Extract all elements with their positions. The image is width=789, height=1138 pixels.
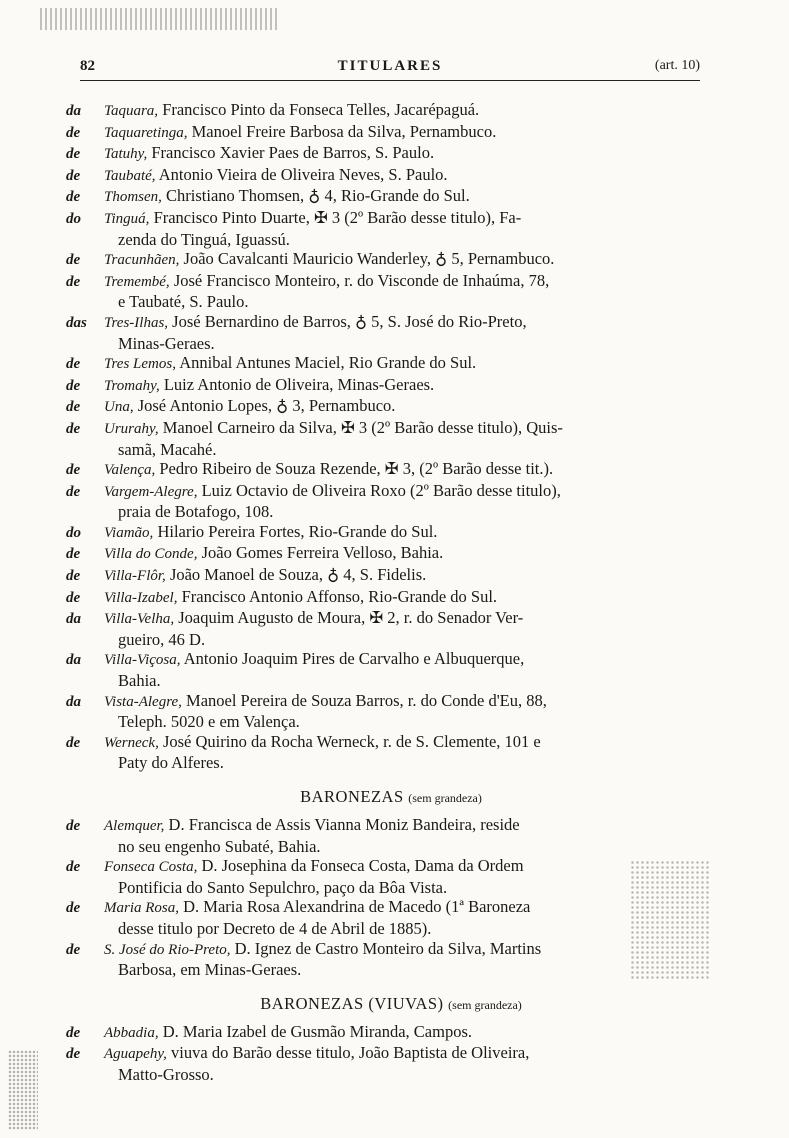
entry-continuation: e Taubaté, S. Paulo. <box>118 292 249 312</box>
entry-text: Francisco Pinto Duarte, ✠ 3 (2º Barão desse titulo), Fa- <box>153 207 522 227</box>
entry-preposition: de <box>66 589 81 606</box>
entry-title-name: Villa-Flôr, <box>104 568 166 585</box>
entry-title-name: Tinguá, <box>104 210 150 227</box>
entry-title-name: Viamão, <box>104 524 154 541</box>
section-heading-baronezas: BARONEZAS (sem grandeza) <box>300 787 482 806</box>
entry-text: viuva do Barão desse titulo, João Baptista de Oliveira, <box>171 1043 530 1063</box>
entry-continuation: Minas-Geraes. <box>118 333 215 353</box>
entry-text: José Francisco Monteiro, r. do Visconde de Inhaúma, 78, <box>173 270 550 290</box>
entry-title-name: Maria Rosa, <box>104 900 179 917</box>
list-item <box>66 165 716 187</box>
entry-preposition: de <box>66 859 81 876</box>
scan-noise <box>8 1050 38 1130</box>
entry-text: José Bernardino de Barros, ♁ 5, S. José do Rio-Preto, <box>172 311 527 331</box>
list-item <box>66 897 716 938</box>
entry-title-name: Fonseca Costa, <box>104 859 198 876</box>
entry-preposition: de <box>66 420 81 437</box>
entry-title-name: Tracunhãen, <box>104 252 180 269</box>
list-item <box>66 396 716 418</box>
list-item <box>66 856 716 897</box>
entry-preposition: da <box>66 652 81 669</box>
entry-preposition: das <box>66 314 87 331</box>
list-item <box>66 587 716 609</box>
entry-preposition: de <box>66 124 81 141</box>
entry-preposition: do <box>66 524 81 541</box>
list-item <box>66 522 716 544</box>
entry-preposition: de <box>66 1024 81 1041</box>
entry-preposition: da <box>66 693 81 710</box>
entry-text: José Antonio Lopes, ♁ 3, Pernambuco. <box>137 396 396 416</box>
entry-preposition: de <box>66 900 81 917</box>
entry-title-name: Tatuhy, <box>104 146 148 163</box>
entry-title-name: Thomsen, <box>104 189 162 206</box>
list-item <box>66 1043 716 1084</box>
entry-title-name: Tremembé, <box>104 273 170 290</box>
entry-preposition: de <box>66 273 81 290</box>
entry-title-name: Villa-Izabel, <box>104 589 178 606</box>
entry-continuation: Bahia. <box>118 671 161 691</box>
entry-preposition: de <box>66 818 81 834</box>
entry-title-name: Taquara, <box>104 103 159 119</box>
section-heading-viuvas: BARONEZAS (VIUVAS) (sem grandeza) <box>260 993 522 1013</box>
entry-title-name: S. José do Rio-Preto, <box>104 941 231 958</box>
entry-title-name: Tres-Ilhas, <box>104 314 169 331</box>
entry-continuation: Paty do Alferes. <box>118 753 224 773</box>
entry-continuation: Pontificia do Santo Sepulchro, paço da Bôa Vista. <box>118 877 448 897</box>
entry-text: Antonio Joaquim Pires de Carvalho e Albuquerque, <box>183 649 525 669</box>
list-item <box>66 815 716 856</box>
entry-title-name: Villa do Conde, <box>104 546 198 563</box>
entry-preposition: de <box>66 734 81 751</box>
entry-title-name: Werneck, <box>104 734 159 751</box>
entry-continuation: samã, Macahé. <box>118 439 217 459</box>
list-item <box>66 312 716 353</box>
entry-title-name: Villa-Viçosa, <box>104 652 181 669</box>
entry-preposition: de <box>66 1046 81 1063</box>
entry-preposition: de <box>66 568 81 585</box>
entry-continuation: Barbosa, em Minas-Geraes. <box>118 960 302 980</box>
entry-continuation: gueiro, 46 D. <box>118 629 206 649</box>
entry-preposition: de <box>66 462 81 479</box>
list-item <box>66 608 716 649</box>
barons-list <box>66 100 716 773</box>
entry-text: Francisco Antonio Affonso, Rio-Grande do Sul. <box>181 586 498 606</box>
list-item <box>66 1022 716 1044</box>
list-item <box>66 459 716 481</box>
viuvas-list <box>66 1022 716 1085</box>
entry-continuation: no seu engenho Subaté, Bahia. <box>118 836 321 856</box>
entry-text: João Manoel de Souza, ♁ 4, S. Fidelis. <box>169 565 427 585</box>
baronezas-list <box>66 815 716 980</box>
entry-preposition: de <box>66 146 81 163</box>
entry-title-name: Tromahy, <box>104 377 160 394</box>
entry-text: Antonio Vieira de Oliveira Neves, S. Paulo. <box>158 164 448 184</box>
entry-title-name: Abbadia, <box>104 1024 159 1041</box>
entry-text: Joaquim Augusto de Moura, ✠ 2, r. do Senador Ver- <box>178 608 524 628</box>
entry-text: D. Francisca de Assis Vianna Moniz Bandeira, reside <box>168 815 520 834</box>
entry-text: Manoel Pereira de Souza Barros, r. do Conde d'Eu, 88, <box>186 690 547 710</box>
entry-text: Christiano Thomsen, ♁ 4, Rio-Grande do Sul. <box>166 186 470 206</box>
entry-preposition: de <box>66 941 81 958</box>
entry-continuation: Teleph. 5020 e em Valença. <box>118 712 300 732</box>
list-item <box>66 418 716 459</box>
entry-text: D. Josephina da Fonseca Costa, Dama da Ordem <box>201 856 524 876</box>
entry-preposition: da <box>66 103 81 119</box>
entry-preposition: de <box>66 483 81 500</box>
list-item <box>66 249 716 271</box>
entry-text: Luiz Octavio de Oliveira Roxo (2º Barão desse titulo), <box>201 480 561 500</box>
entry-preposition: de <box>66 399 81 416</box>
entry-continuation: zenda do Tinguá, Iguassú. <box>118 229 290 249</box>
entry-text: Francisco Xavier Paes de Barros, S. Paulo. <box>151 143 435 163</box>
list-item <box>66 143 716 165</box>
entry-title-name: Valença, <box>104 462 156 479</box>
entry-preposition: do <box>66 210 81 227</box>
entry-continuation: desse titulo por Decreto de 4 de Abril de 1885). <box>118 918 432 938</box>
page-title: TITULARES <box>337 58 443 74</box>
entry-preposition: de <box>66 356 81 373</box>
entry-text: João Cavalcanti Mauricio Wanderley, ♁ 5, Pernambuco. <box>183 249 555 269</box>
list-item <box>66 481 716 522</box>
list-item <box>66 271 716 312</box>
entry-preposition: da <box>66 611 81 628</box>
entry-title-name: Alemquer, <box>104 818 165 834</box>
entry-preposition: de <box>66 167 81 184</box>
entry-title-name: Tres Lemos, <box>104 356 176 373</box>
list-item <box>66 543 716 565</box>
entry-preposition: de <box>66 377 81 394</box>
entry-text: Manoel Freire Barbosa da Silva, Pernambuco. <box>191 121 497 141</box>
entry-text: Luiz Antonio de Oliveira, Minas-Geraes. <box>163 374 435 394</box>
list-item <box>66 649 716 690</box>
list-item <box>66 939 716 980</box>
entry-text: José Quirino da Rocha Werneck, r. de S. Clemente, 101 e <box>162 731 541 751</box>
entry-title-name: Villa-Velha, <box>104 611 175 628</box>
list-item <box>66 375 716 397</box>
page-header <box>80 56 700 81</box>
entry-title-name: Aguapehy, <box>104 1046 167 1063</box>
entry-title-name: Una, <box>104 399 134 416</box>
list-item <box>66 208 716 249</box>
list-item <box>66 100 716 122</box>
entry-text: D. Maria Rosa Alexandrina de Macedo (1ª Baroneza <box>183 897 531 917</box>
article-ref: (art. 10) <box>654 58 700 73</box>
page-number: 82 <box>80 58 95 74</box>
entry-title-name: Vista-Alegre, <box>104 693 182 710</box>
entry-title-name: Ururahy, <box>104 420 159 437</box>
list-item <box>66 691 716 732</box>
entry-title-name: Taquaretinga, <box>104 124 188 141</box>
scan-noise <box>40 8 280 30</box>
entry-continuation: praia de Botafogo, 108. <box>118 502 274 522</box>
list-item <box>66 353 716 375</box>
entry-list <box>66 100 716 1085</box>
entry-preposition: de <box>66 252 81 269</box>
list-item <box>66 186 716 208</box>
entry-continuation: Matto-Grosso. <box>118 1064 214 1084</box>
list-item <box>66 122 716 144</box>
entry-text: Francisco Pinto da Fonseca Telles, Jacarépaguá. <box>162 100 480 119</box>
entry-text: João Gomes Ferreira Velloso, Bahia. <box>201 543 444 563</box>
entry-title-name: Vargem-Alegre, <box>104 483 198 500</box>
entry-preposition: de <box>66 189 81 206</box>
entry-text: Pedro Ribeiro de Souza Rezende, ✠ 3, (2º Barão desse tit.). <box>159 459 554 479</box>
entry-title-name: Taubaté, <box>104 167 156 184</box>
entry-text: Hilario Pereira Fortes, Rio-Grande do Sul. <box>157 521 438 541</box>
list-item <box>66 565 716 587</box>
entry-text: Manoel Carneiro da Silva, ✠ 3 (2º Barão desse titulo), Quis- <box>162 417 563 437</box>
entry-preposition: de <box>66 546 81 563</box>
list-item <box>66 732 716 773</box>
entry-text: D. Ignez de Castro Monteiro da Silva, Martins <box>234 938 542 958</box>
entry-text: Annibal Antunes Maciel, Rio Grande do Sul. <box>179 353 477 373</box>
entry-text: D. Maria Izabel de Gusmão Miranda, Campos. <box>162 1021 473 1041</box>
